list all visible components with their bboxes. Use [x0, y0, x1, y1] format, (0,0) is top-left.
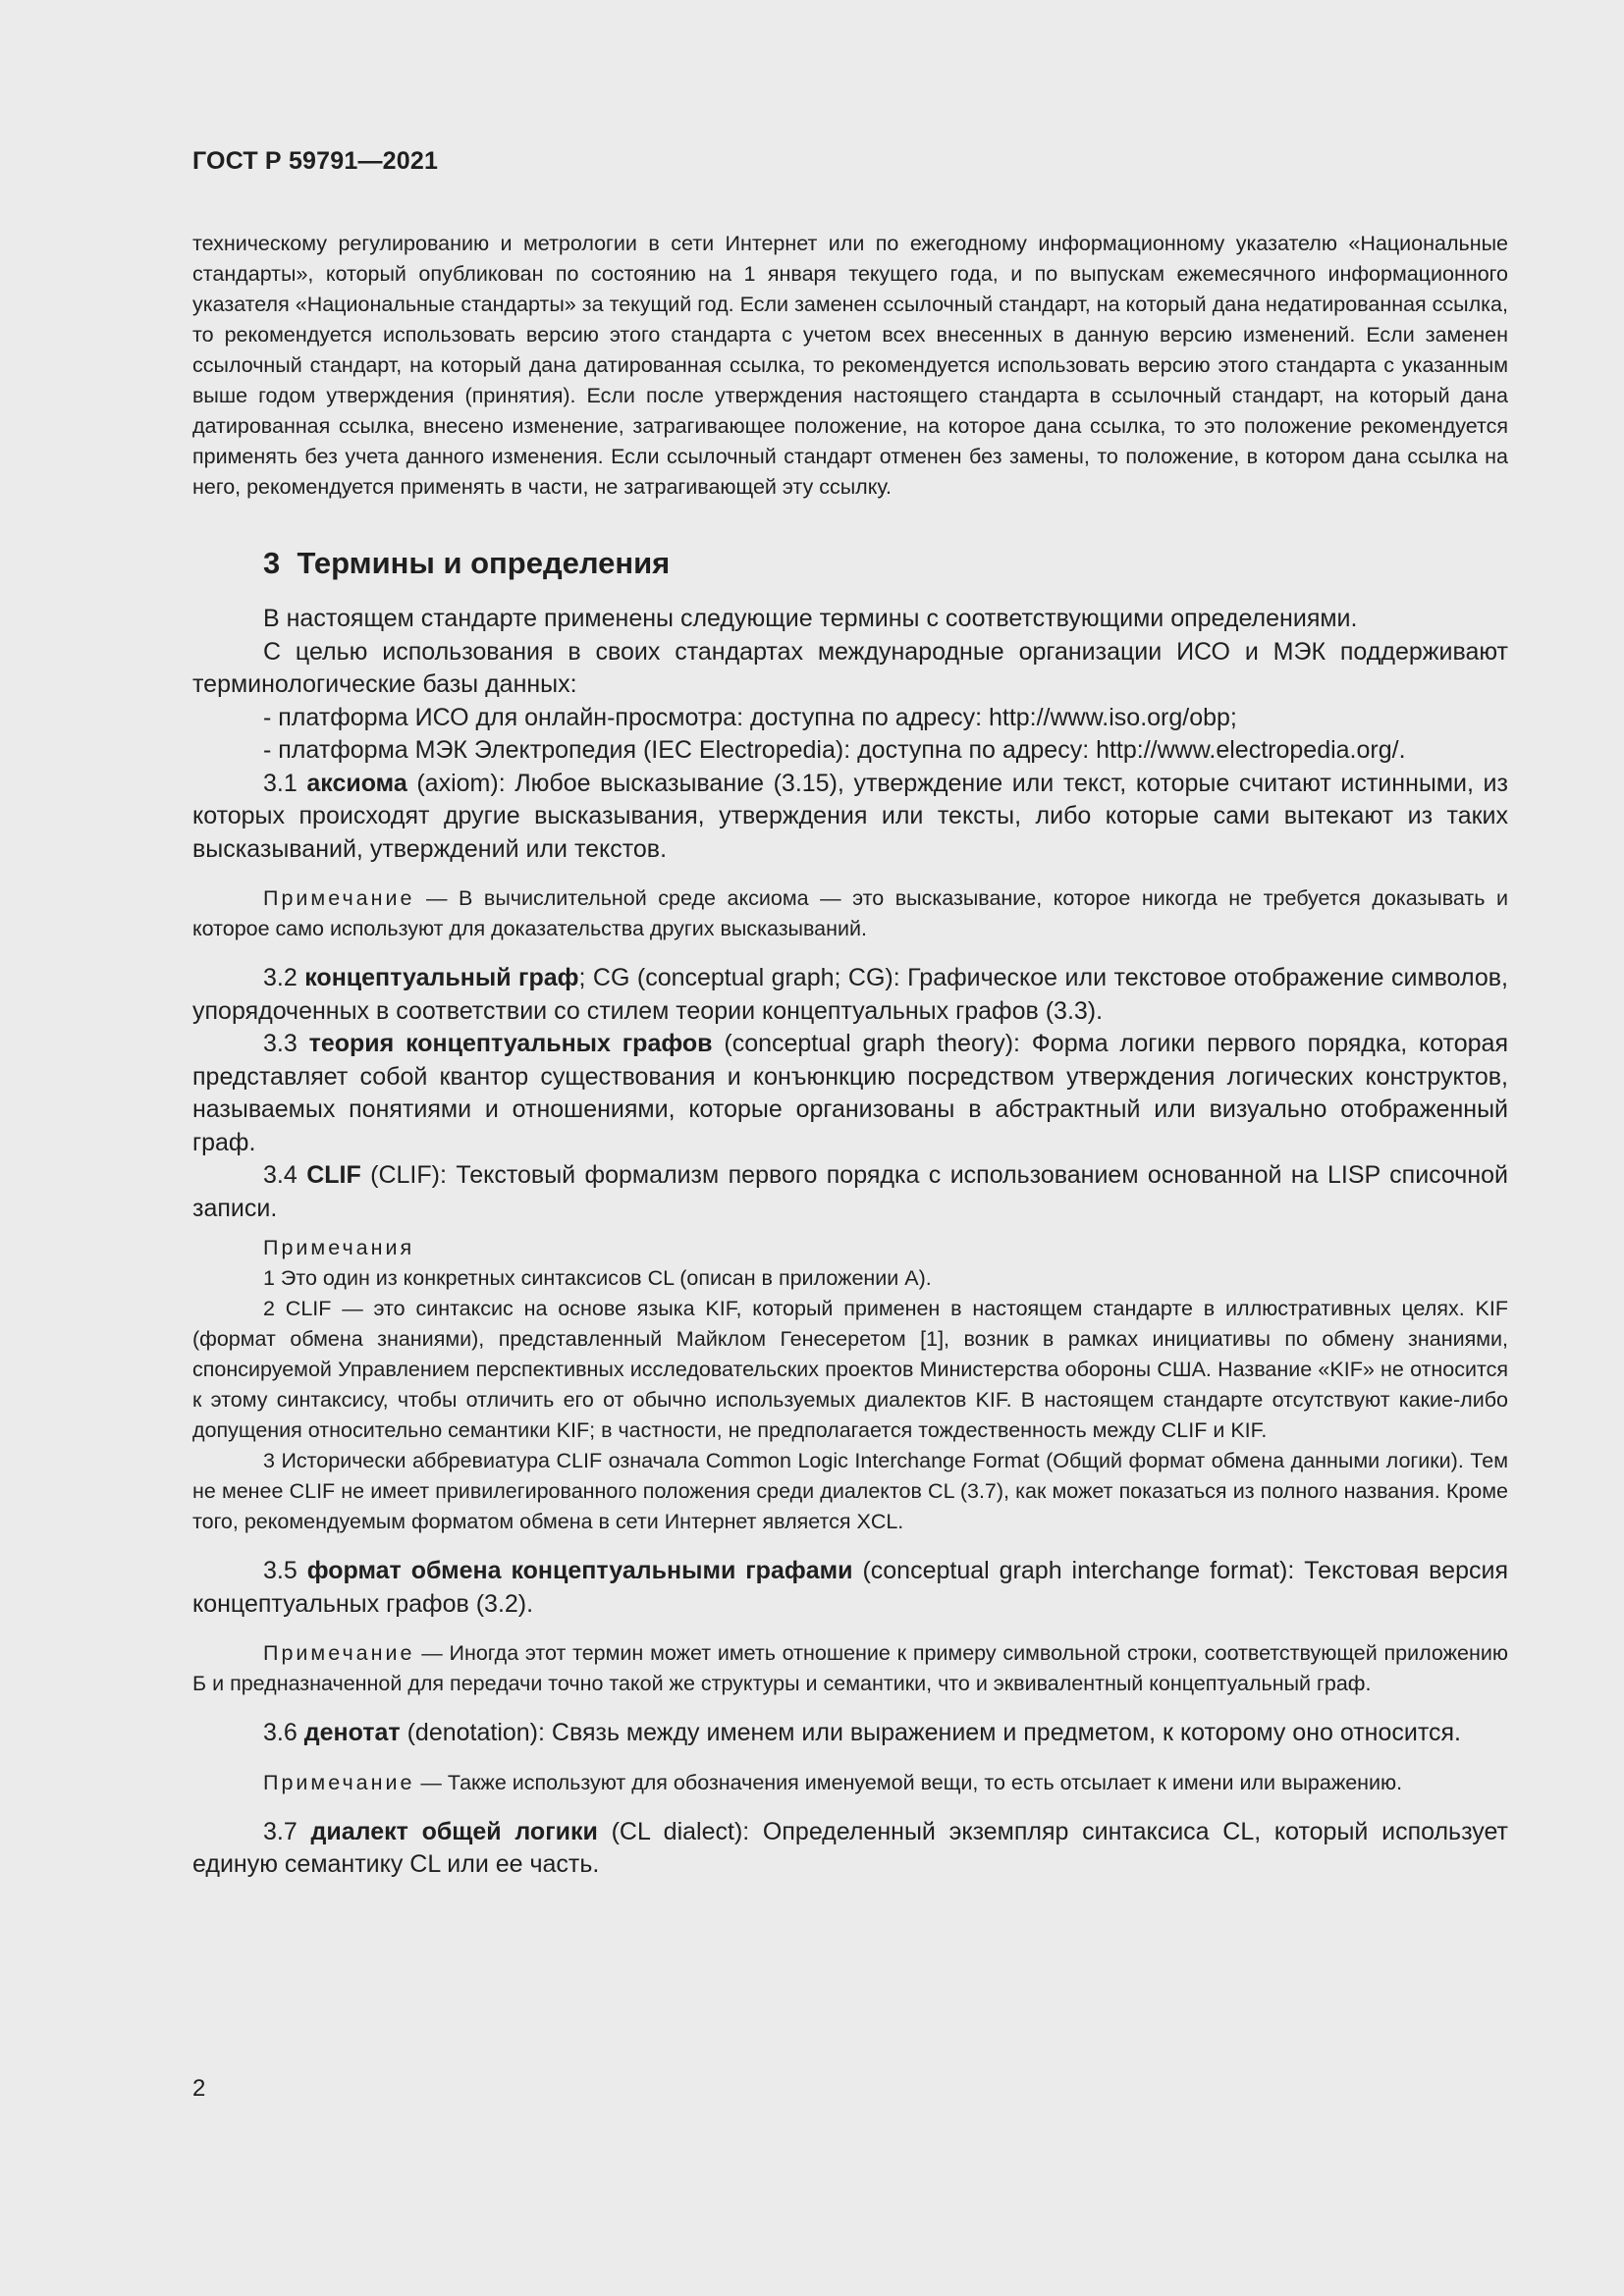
term-number: 3.5 [263, 1557, 298, 1584]
term-number: 3.7 [263, 1817, 298, 1845]
term-entry [192, 962, 1508, 1028]
iso-platform-item: - платформа ИСО для онлайн-просмотра: доступна по адресу: http://www.iso.org/obp; [263, 703, 1237, 731]
iec-platform-item: - платформа МЭК Электропедия (IEC Electropedia): доступна по адресу: http://www.electropedia.org/. [263, 736, 1406, 764]
note-label: Примечание [263, 886, 415, 910]
term-entry [192, 1816, 1508, 1882]
notes-label: Примечания [263, 1236, 415, 1259]
note-item: 2 CLIF — это синтаксис на основе языка KIF, который применен в настоящем стандарте в иллюстративных целях. KIF (формат обмена знаниями), представленный Майклом Генесеретом [1], возник в рамках инициативы по обмену знаниями, спонсируемой Управлением перспективных исследовательских проектов Министерства обороны США. Название «KIF» не относится к этому синтаксису, чтобы отличить его от обычно используемых диалектов KIF. В настоящем стандарте отсутствуют какие-либо допущения относительно семантики KIF; в частности, не предполагается тождественность между CLIF и KIF. [192, 1297, 1508, 1442]
note-text: — Иногда этот термин может иметь отношение к примеру символьной строки, соответствующей приложению Б и предназначенной для передачи точно такой же структуры и семантики, что и эквивалентный концептуальный граф. [192, 1641, 1508, 1695]
term-definition: (denotation): Связь между именем или выражением и предметом, к которому оно относится. [400, 1719, 1461, 1746]
term-name: концептуальный граф [304, 964, 579, 991]
document-header: ГОСТ Р 59791—2021 [192, 147, 439, 175]
term-entry [192, 1717, 1508, 1750]
term-name: денотат [303, 1719, 401, 1746]
term-name: аксиома [306, 769, 407, 797]
section-title: Термины и определения [297, 546, 671, 580]
document-page [192, 147, 1508, 1882]
section-number: 3 [263, 546, 281, 580]
note-item: 1 Это один из конкретных синтаксисов CL (описан в приложении А). [263, 1266, 932, 1290]
section-intro-paragraph: В настоящем стандарте применены следующие термины с соответствующими определениями. [263, 605, 1358, 632]
terminology-databases-paragraph: С целью использования в своих стандартах международные организации ИСО и МЭК поддерживают терминологические базы данных: [192, 637, 1508, 698]
page-number: 2 [192, 2075, 206, 2102]
term-definition: (conceptual graph theory): Форма логики первого порядка, которая представляет собой квантор существования и конъюнкцию посредством утверждения логических конструктов, называемых понятиями и отношениями, которые организованы в абстрактный или визуально отображенный граф. [192, 1030, 1508, 1156]
term-definition: (CLIF): Текстовый формализм первого порядка с использованием основанной на LISP списочной записи. [192, 1161, 1508, 1222]
note-label: Примечание [263, 1770, 415, 1794]
note-text: — Также используют для обозначения именуемой вещи, то есть отсылает к имени или выражению. [414, 1770, 1403, 1794]
term-number: 3.1 [263, 769, 298, 797]
section-heading [263, 546, 1508, 581]
term-note [192, 1768, 1508, 1798]
term-name: теория концептуальных графов [308, 1030, 713, 1057]
term-note [192, 1638, 1508, 1699]
term-definition: (axiom): Любое высказывание (3.15), утверждение или текст, которые считают истинными, из которых происходят другие высказывания, утверждения или тексты, либо которые сами вытекают из таких высказываний, утверждений или текстов. [192, 769, 1508, 863]
intro-paragraph: техническому регулированию и метрологии в сети Интернет или по ежегодному информационному указателю «Национальные стандарты», который опубликован по состоянию на 1 января текущего года, и по выпускам ежемесячного информационного указателя «Национальные стандарты» за текущий год. Если заменен ссылочный стандарт, на который дана недатированная ссылка, то рекомендуется использовать версию этого стандарта с учетом всех внесенных в данную версию изменений. Если заменен ссылочный стандарт, на который дана датированная ссылка, то рекомендуется использовать версию этого стандарта с указанным выше годом утверждения (принятия). Если после утверждения настоящего стандарта в ссылочный стандарт, на который дана датированная ссылка, внесено изменение, затрагивающее положение, на которое дана ссылка, то это положение рекомендуется применять без учета данного изменения. Если ссылочный стандарт отменен без замены, то положение, в котором дана ссылка на него, рекомендуется применять в части, не затрагивающей эту ссылку. [192, 232, 1508, 499]
term-number: 3.2 [263, 964, 298, 991]
term-definition: (conceptual graph interchange format): Текстовая версия концептуальных графов (3.2). [192, 1557, 1508, 1618]
term-definition: (CL dialect): Определенный экземпляр синтаксиса CL, который использует единую семантику CL или ее часть. [192, 1817, 1509, 1878]
term-name: формат обмена концептуальными графами [306, 1557, 853, 1584]
term-entry [192, 768, 1508, 867]
term-number: 3.6 [263, 1719, 298, 1746]
term-number: 3.3 [263, 1030, 298, 1057]
term-entry [192, 1555, 1508, 1621]
term-definition: ; CG (conceptual graph; CG): Графическое или текстовое отображение символов, упорядоченных в соответствии со стилем теории концептуальных графов (3.3). [192, 964, 1508, 1025]
term-number: 3.4 [263, 1161, 298, 1189]
term-entry [192, 1159, 1508, 1225]
term-note [192, 883, 1508, 944]
note-text: — В вычислительной среде аксиома — это высказывание, которое никогда не требуется доказывать и которое само используют для доказательства других высказываний. [192, 886, 1508, 940]
term-entry [192, 1028, 1508, 1159]
note-label: Примечание [263, 1641, 415, 1665]
term-name: CLIF [306, 1161, 361, 1189]
note-item: 3 Исторически аббревиатура CLIF означала Common Logic Interchange Format (Общий формат обмена данными логики). Тем не менее CLIF не имеет привилегированного положения среди диалектов CL (3.7), как может показаться из полного названия. Кроме того, рекомендуемым форматом обмена в сети Интернет является XCL. [192, 1449, 1508, 1533]
notes-heading [192, 1233, 1508, 1263]
term-name: диалект общей логики [310, 1817, 598, 1845]
